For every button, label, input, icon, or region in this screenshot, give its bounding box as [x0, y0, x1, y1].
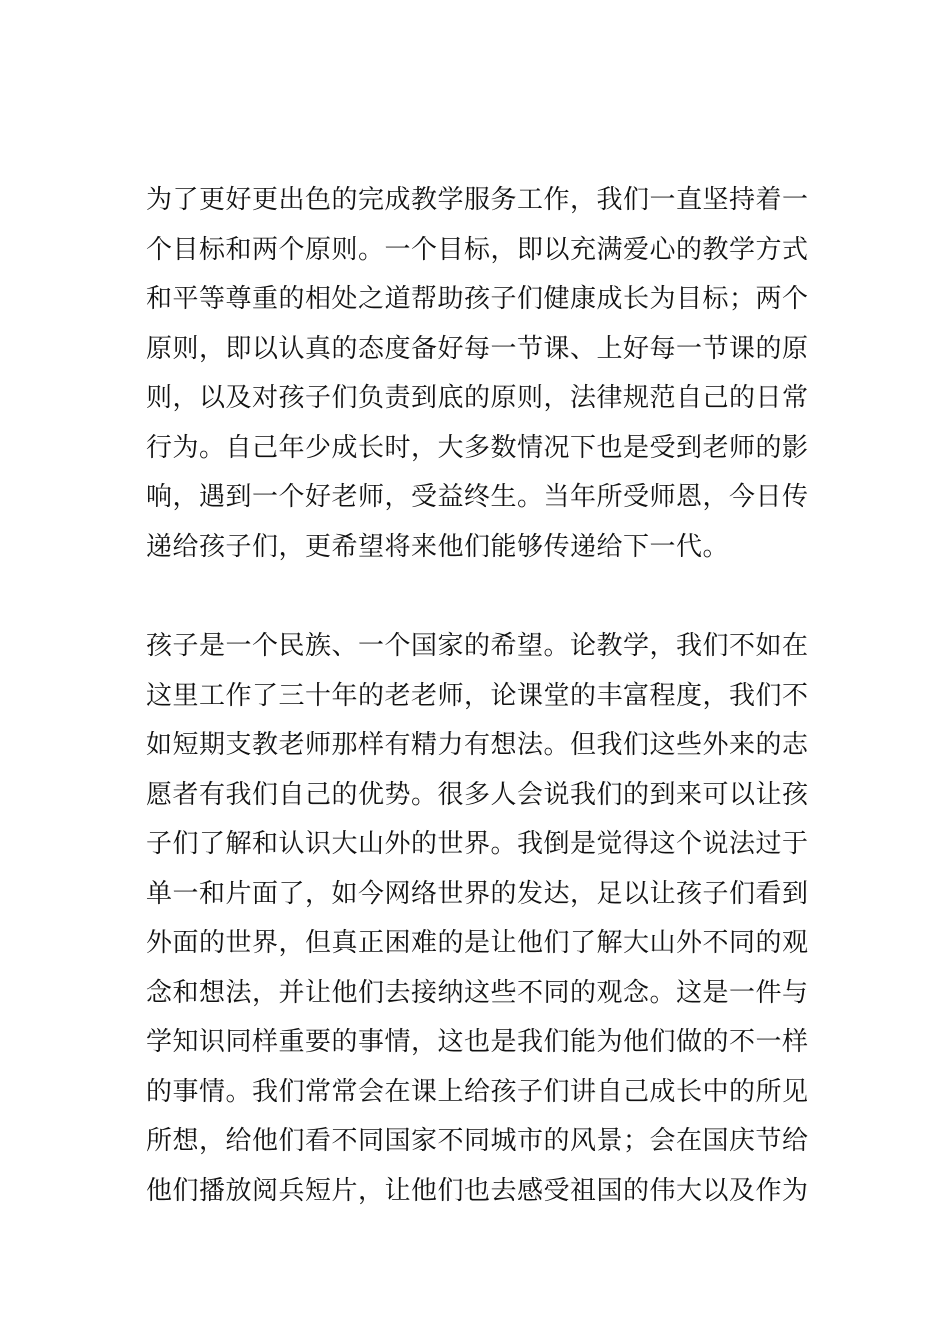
text-line: 孩子是一个民族、一个国家的希望。论教学，我们不如在 [146, 631, 809, 661]
text-line: 愿者有我们自己的优势。很多人会说我们的到来可以让孩 [146, 779, 809, 810]
text-line: 子们了解和认识大山外的世界。我倒是觉得这个说法过于 [146, 829, 809, 859]
text-line: 学知识同样重要的事情，这也是我们能为他们做的不一样 [146, 1027, 809, 1057]
text-line: 的事情。我们常常会在课上给孩子们讲自己成长中的所见 [146, 1076, 809, 1107]
text-line: 为了更好更出色的完成教学服务工作，我们一直坚持着一 [146, 185, 809, 215]
paragraph-2 [146, 622, 816, 1216]
paragraph-1 [146, 176, 816, 572]
text-line: 如短期支教老师那样有精力有想法。但我们这些外来的志 [146, 730, 809, 760]
text-line: 这里工作了三十年的老老师，论课堂的丰富程度，我们不 [146, 680, 809, 711]
text-line: 则，以及对孩子们负责到底的原则，法律规范自己的日常 [146, 383, 809, 413]
text-line: 原则，即以认真的态度备好每一节课、上好每一节课的原 [146, 333, 809, 364]
text-line: 外面的世界，但真正困难的是让他们了解大山外不同的观 [146, 928, 809, 958]
text-line: 和平等尊重的相处之道帮助孩子们健康成长为目标；两个 [146, 284, 809, 314]
text-line: 个目标和两个原则。一个目标，即以充满爱心的教学方式 [146, 234, 809, 265]
text-line: 递给孩子们，更希望将来他们能够传递给下一代。 [146, 531, 730, 562]
text-line: 所想，给他们看不同国家不同城市的风景；会在国庆节给 [146, 1126, 809, 1156]
text-line: 念和想法，并让他们去接纳这些不同的观念。这是一件与 [146, 977, 809, 1008]
text-line: 响，遇到一个好老师，受益终生。当年所受师恩，今日传 [146, 482, 809, 512]
text-line: 单一和片面了，如今网络世界的发达，足以让孩子们看到 [146, 878, 809, 909]
text-line: 行为。自己年少成长时，大多数情况下也是受到老师的影 [146, 432, 809, 463]
text-line: 他们播放阅兵短片，让他们也去感受祖国的伟大以及作为 [146, 1175, 809, 1206]
